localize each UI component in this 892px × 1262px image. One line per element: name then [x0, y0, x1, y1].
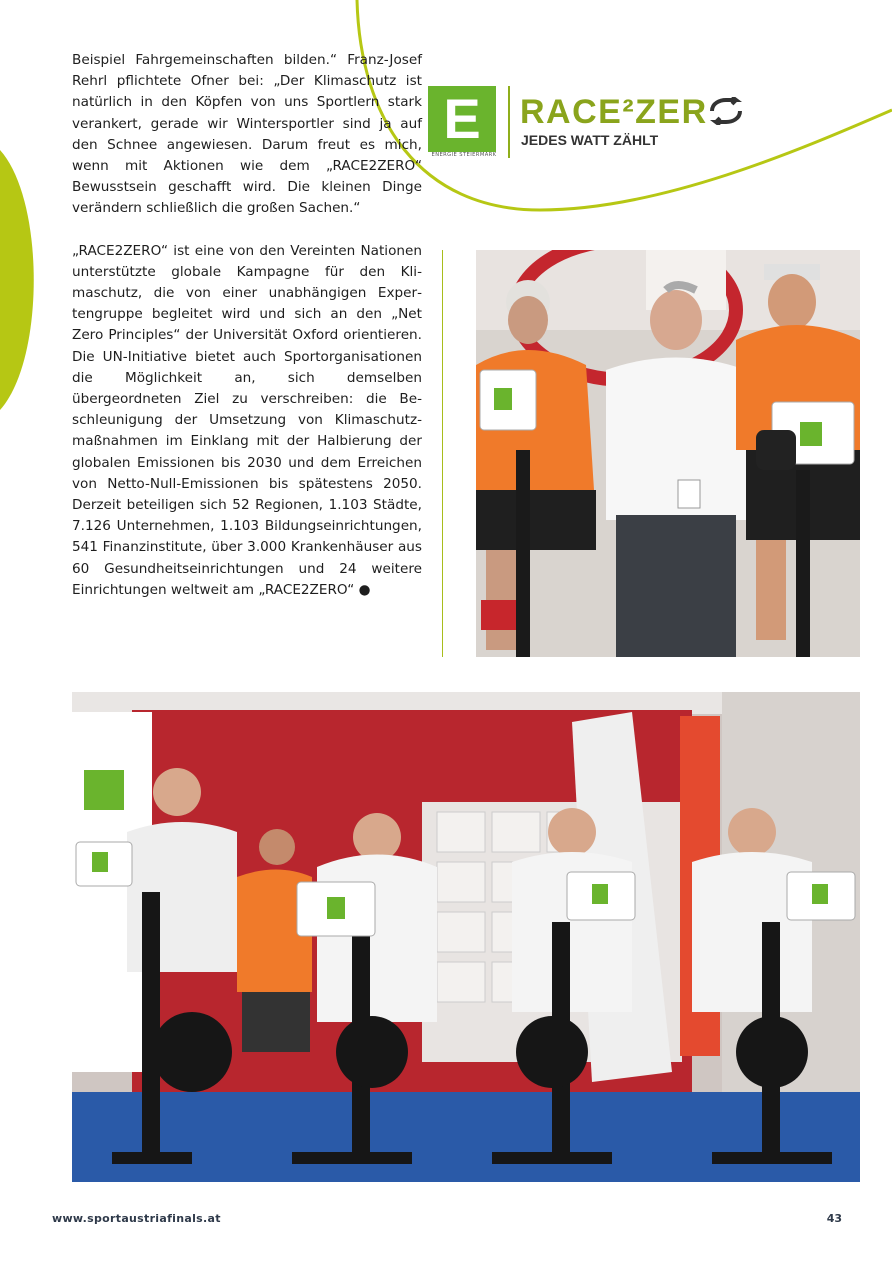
article-paragraph-1: Beispiel Fahrgemeinschaften bilden.“ Franz-Josef Rehrl pflichtete Ofner bei: „Der Klimaschutz ist natürlich in den Köpfen von uns Sportlern stark verankert, gerade wir Wintersportler sind ja auf den Schnee angewiesen. Darum freut es mich, wenn mit Aktionen wie dem „RACE2ZERO“ Bewusstsein geschafft wird. Die kleinen Dinge verändern schließlich die großen Sachen.“: [72, 52, 422, 217]
race2zero-logo: [428, 86, 818, 162]
photo-officials-on-bikes: [72, 692, 860, 1182]
logo-tagline: JEDES WATT ZÄHLT: [521, 132, 659, 148]
energie-steiermark-logo: E: [428, 86, 496, 152]
recycle-o-icon: [708, 97, 744, 125]
article-body: [72, 50, 422, 622]
column-divider: [442, 250, 443, 657]
page-number: 43: [826, 1212, 842, 1225]
logo-divider: [508, 86, 510, 158]
article-paragraph-2: „RACE2ZERO“ ist eine von den Vereinten Nationen unterstützte globale Kampagne für den Klimaschutz, die von einer unabhängigen Expertengruppe begleitet wird und sich an den „Net Zero Principles“ der Universität Oxford orientieren. Die UN-Initiative bietet auch Sportorganisationen die Möglichkeit an, sich demselben übergeordneten Ziel zu verschreiben: die Beschleunigung der Umsetzung von Klimaschutzmaßnahmen im Einklang mit der Halbierung der globalen Emissionen bis 2030 und dem Erreichen von Netto-Null-Emissionen bis spätestens 2050. Derzeit beteiligen sich 52 Regionen, 1.103 Städte, 7.126 Unternehmen, 1.103 Bildungseinrichtungen, 541 Finanzinstitute, über 3.000 Krankenhäuser aus 60 Gesundheitseinrichtungen und 24 weitere Einrichtungen weltweit am „RACE2ZERO“ ●: [72, 242, 422, 598]
photo-athletes-with-official: [476, 250, 860, 657]
logo-company-name: ENERGIE STEIERMARK: [431, 152, 497, 158]
footer-website[interactable]: www.sportaustriafinals.at: [52, 1212, 221, 1225]
logo-wordmark: RACE²ZER: [520, 92, 744, 132]
left-green-arc: [0, 150, 34, 410]
